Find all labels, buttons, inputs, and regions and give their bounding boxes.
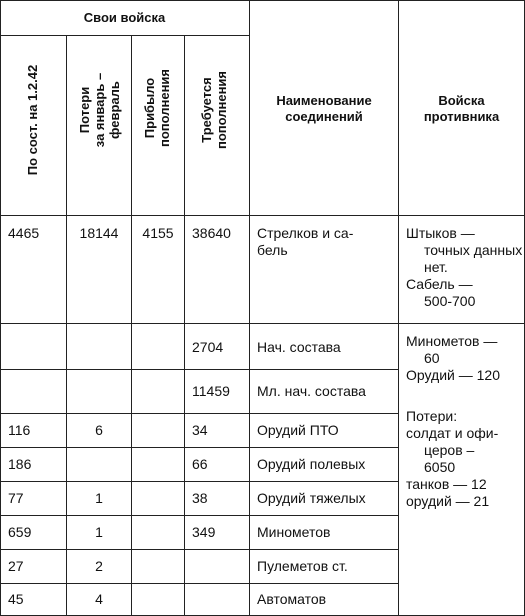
header-unit-name [250,93,398,125]
enemy-text: Орудий — 120 [406,367,501,383]
enemy-text: Потери: [406,408,458,424]
row-divider [0,447,398,448]
header-required-line2: пополнения [214,70,229,150]
header-losses-line2: за январь – [92,72,107,148]
enemy-text: точных данных [424,242,523,258]
table-cell: 116 [8,422,31,438]
table-cell: 2704 [192,339,224,355]
header-losses [77,40,122,180]
table-cell: 349 [192,524,216,540]
header-required-line1: Требуется [199,77,214,143]
unit-name: Орудий полевых [257,456,366,472]
table-cell: 659 [8,524,32,540]
table-cell: 4 [95,591,103,607]
header-required [199,40,229,180]
header-losses-line1: Потери [77,86,92,134]
table-cell: 38640 [192,225,231,241]
table-border-top [0,0,525,1]
unit-name: Минометов [257,524,331,540]
table-border-left [0,0,1,616]
enemy-text: Минометов — [406,333,498,349]
enemy-text: танков — 12 [406,476,487,492]
table-cell: 4155 [142,225,174,241]
header-unit-name-line2: соединений [285,109,363,124]
enemy-block-3 [406,408,498,510]
table-cell: 2 [95,558,103,574]
enemy-text: Штыков — [406,225,475,241]
unit-name: Мл. нач. состава [257,383,366,399]
header-enemy [399,93,524,125]
table-cell: 27 [8,558,24,574]
enemy-text: 500-700 [424,293,476,309]
header-arrived [142,48,172,168]
unit-name-line1: Стрелков и са- [257,225,354,241]
header-arrived-line1: Прибыло [142,77,157,139]
row-divider [0,369,398,370]
header-arrived-line2: пополнения [157,68,172,148]
table-cell: 186 [8,456,32,472]
table-cell: 34 [192,422,208,438]
own-troops-divider [0,35,249,36]
header-as-of-date-text: По сост. на 1.2.42 [25,64,40,176]
unit-name: Орудий ПТО [257,422,339,438]
row-divider [0,515,398,516]
enemy-text: 60 [424,350,440,366]
enemy-text: 6050 [424,459,456,475]
table-cell: 6 [95,422,103,438]
unit-name [257,225,353,259]
enemy-text: орудий — 21 [406,493,490,509]
col-divider [131,35,132,616]
header-losses-line3: февраль [107,81,122,139]
table-cell: 1 [95,524,103,540]
col-divider [184,35,185,616]
enemy-block-1 [406,225,522,310]
unit-name-line2: бель [257,242,288,258]
table-cell: 4465 [8,225,40,241]
row-divider [0,413,398,414]
header-divider [0,215,525,216]
table-cell: 11459 [192,383,230,399]
table-cell: 77 [8,490,24,506]
row-divider [0,549,398,550]
enemy-text: нет. [424,259,448,275]
unit-name: Пулеметов ст. [257,558,348,574]
enemy-divider [398,323,525,324]
enemy-text: церов – [424,442,475,458]
table-cell: 66 [192,456,208,472]
header-enemy-line1: Войска [438,93,485,108]
enemy-text: солдат и офи- [406,425,499,441]
own-troops-header: Свои войска [83,10,166,25]
header-as-of-date [25,50,40,190]
table-cell: 38 [192,490,208,506]
header-unit-name-line1: Наименование [276,93,372,108]
unit-name: Автоматов [257,591,327,607]
enemy-text: Сабель — [406,276,473,292]
table-cell: 18144 [79,225,119,241]
enemy-block-2 [406,333,500,384]
row-divider [0,323,398,324]
unit-name: Орудий тяжелых [257,490,366,506]
unit-name: Нач. состава [257,339,341,355]
row-divider [0,583,398,584]
table-cell: 1 [95,490,103,506]
header-enemy-line2: противника [423,109,500,124]
table-cell: 45 [8,591,24,607]
row-divider [0,481,398,482]
